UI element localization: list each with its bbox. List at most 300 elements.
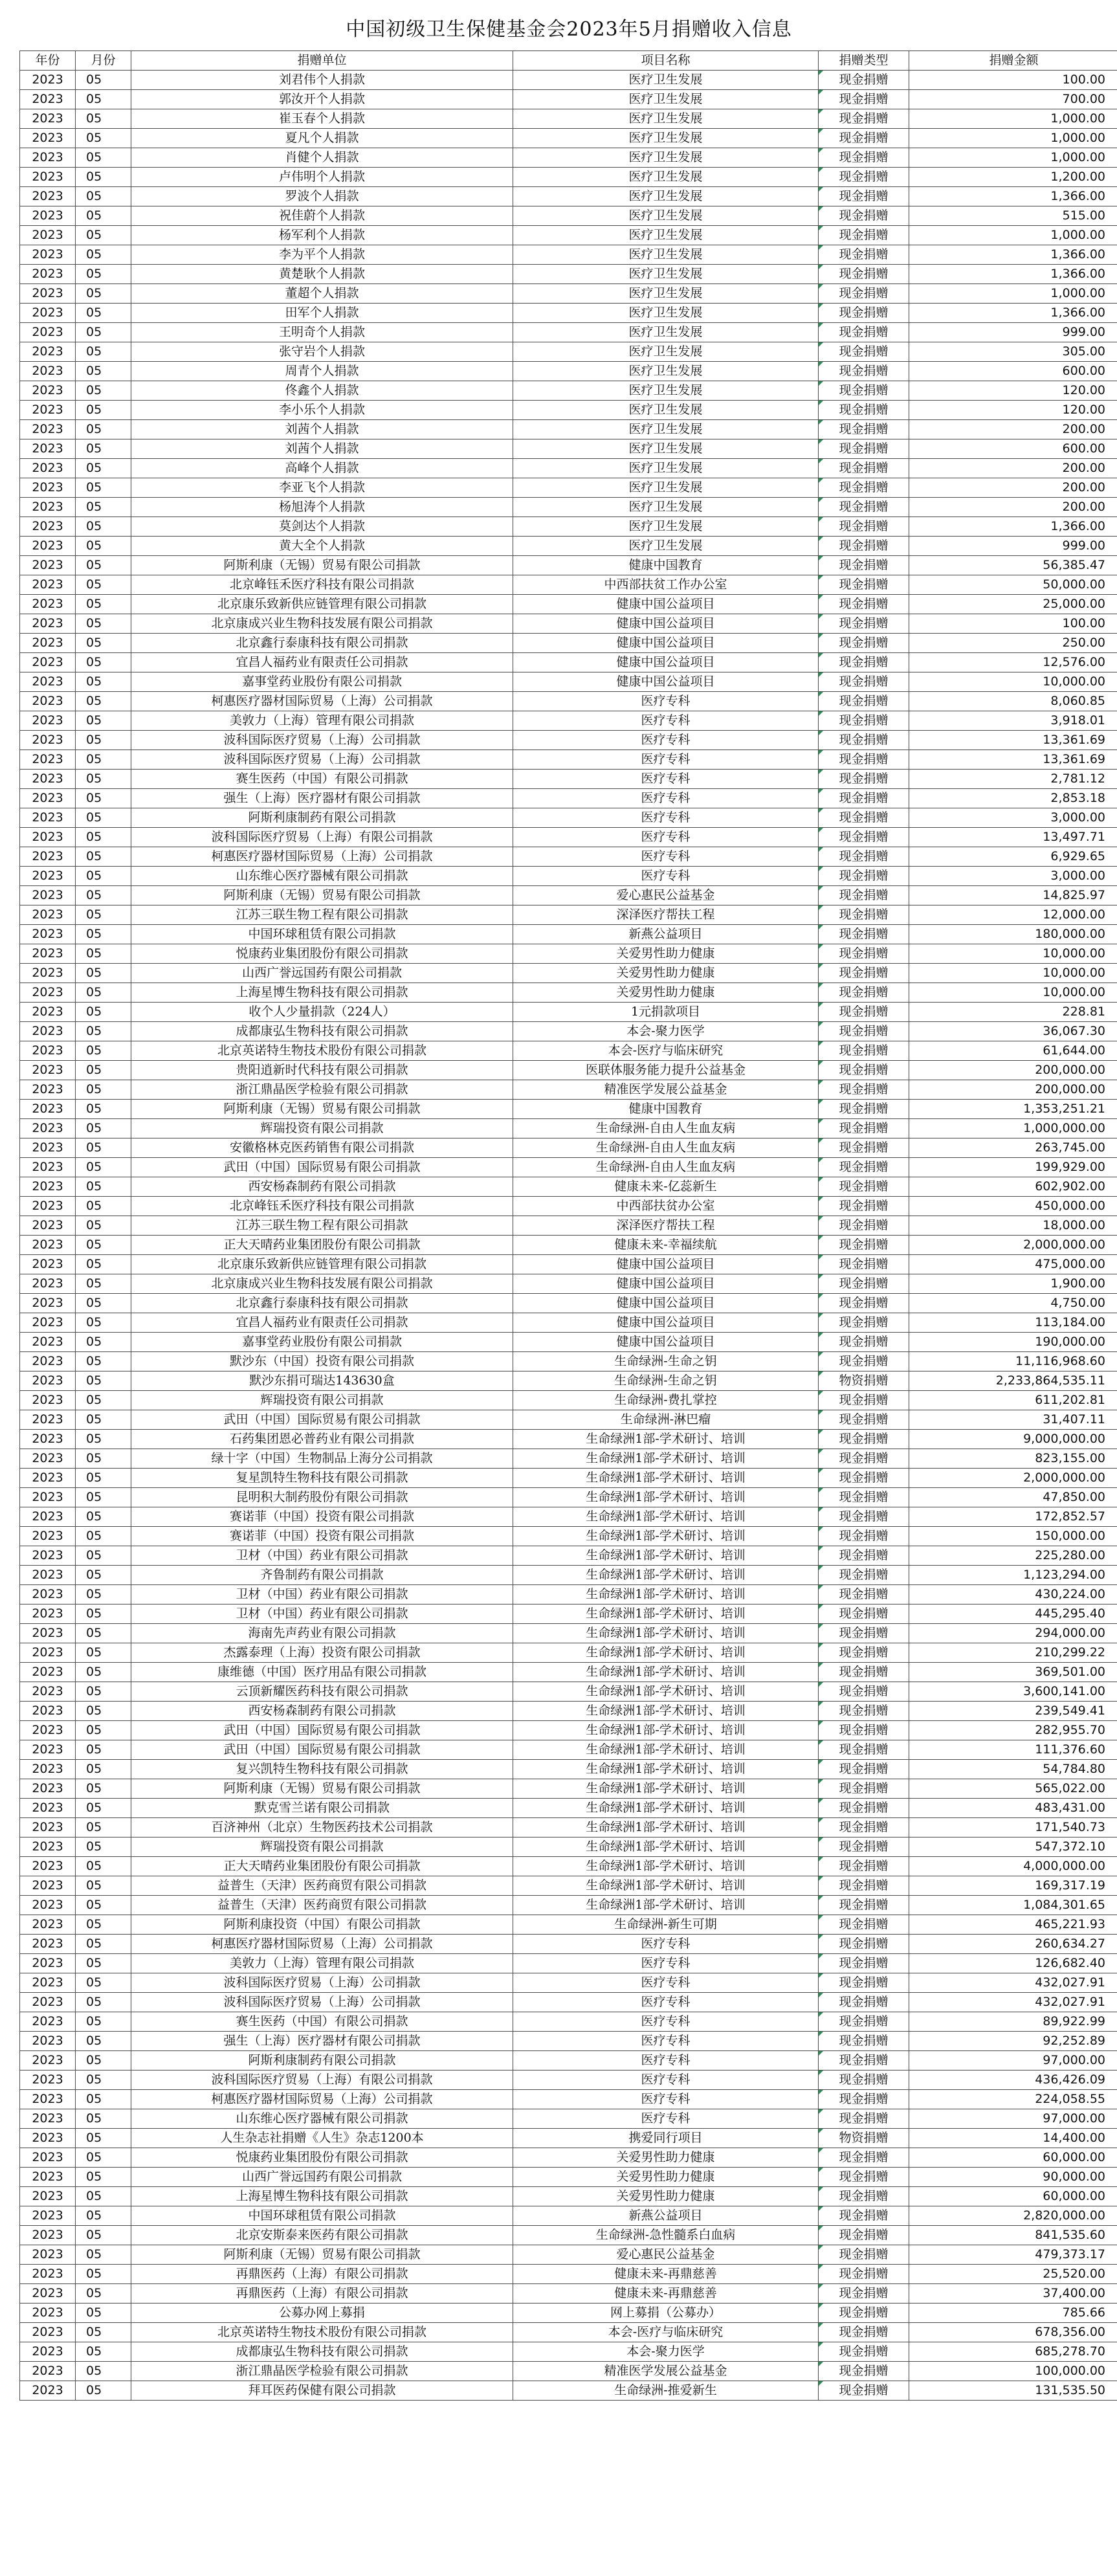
cell-type[interactable]: 现金捐赠 xyxy=(819,1993,909,2012)
cell-project[interactable]: 生命绿洲1部-学术研讨、培训 xyxy=(513,1585,819,1604)
cell-month[interactable]: 05 xyxy=(76,2187,131,2206)
cell-project[interactable]: 关爱男性助力健康 xyxy=(513,2168,819,2187)
cell-month[interactable]: 05 xyxy=(76,1236,131,1255)
cell-project[interactable]: 关爱男性助力健康 xyxy=(513,964,819,983)
table-row[interactable] xyxy=(20,925,1117,944)
table-row[interactable] xyxy=(20,944,1117,964)
cell-amount[interactable]: 475,000.00 xyxy=(909,1255,1117,1274)
cell-type[interactable]: 现金捐赠 xyxy=(819,1721,909,1740)
cell-month[interactable]: 05 xyxy=(76,770,131,789)
cell-year[interactable]: 2023 xyxy=(20,1061,76,1080)
cell-month[interactable]: 05 xyxy=(76,1702,131,1721)
cell-month[interactable]: 05 xyxy=(76,1663,131,1682)
cell-month[interactable]: 05 xyxy=(76,1624,131,1643)
cell-amount[interactable]: 90,000.00 xyxy=(909,2168,1117,2187)
cell-month[interactable]: 05 xyxy=(76,1488,131,1507)
cell-month[interactable]: 05 xyxy=(76,925,131,944)
cell-project[interactable]: 新燕公益项目 xyxy=(513,925,819,944)
cell-project[interactable]: 中西部扶贫工作办公室 xyxy=(513,575,819,595)
table-row[interactable] xyxy=(20,1682,1117,1702)
cell-type[interactable]: 现金捐赠 xyxy=(819,381,909,401)
cell-amount[interactable]: 120.00 xyxy=(909,401,1117,420)
cell-donor[interactable]: 波科国际医疗贸易（上海）公司捐款 xyxy=(131,750,513,770)
cell-type[interactable]: 现金捐赠 xyxy=(819,90,909,109)
cell-year[interactable]: 2023 xyxy=(20,71,76,90)
cell-amount[interactable]: 14,400.00 xyxy=(909,2129,1117,2148)
cell-project[interactable]: 关爱男性助力健康 xyxy=(513,983,819,1003)
cell-donor[interactable]: 王明奇个人捐款 xyxy=(131,323,513,342)
cell-donor[interactable]: 柯惠医疗器材国际贸易（上海）公司捐款 xyxy=(131,2090,513,2109)
cell-year[interactable]: 2023 xyxy=(20,731,76,750)
cell-donor[interactable]: 贵阳逍新时代科技有限公司捐款 xyxy=(131,1061,513,1080)
header-project[interactable]: 项目名称 xyxy=(513,51,819,71)
cell-project[interactable]: 医疗卫生发展 xyxy=(513,129,819,148)
cell-type[interactable]: 现金捐赠 xyxy=(819,1041,909,1061)
cell-project[interactable]: 医疗卫生发展 xyxy=(513,206,819,226)
table-row[interactable] xyxy=(20,90,1117,109)
cell-month[interactable]: 05 xyxy=(76,2109,131,2129)
cell-type[interactable]: 现金捐赠 xyxy=(819,750,909,770)
cell-donor[interactable]: 山东维心医疗器械有限公司捐款 xyxy=(131,2109,513,2129)
cell-month[interactable]: 05 xyxy=(76,1352,131,1371)
table-row[interactable] xyxy=(20,1041,1117,1061)
cell-project[interactable]: 医疗专科 xyxy=(513,867,819,886)
cell-type[interactable]: 现金捐赠 xyxy=(819,362,909,381)
table-row[interactable] xyxy=(20,129,1117,148)
cell-type[interactable]: 现金捐赠 xyxy=(819,983,909,1003)
cell-type[interactable]: 现金捐赠 xyxy=(819,1585,909,1604)
table-row[interactable] xyxy=(20,905,1117,925)
cell-type[interactable]: 现金捐赠 xyxy=(819,1294,909,1313)
cell-month[interactable]: 05 xyxy=(76,2051,131,2071)
cell-donor[interactable]: 石药集团恩必普药业有限公司捐款 xyxy=(131,1430,513,1449)
cell-year[interactable]: 2023 xyxy=(20,1915,76,1935)
cell-month[interactable]: 05 xyxy=(76,1371,131,1391)
cell-year[interactable]: 2023 xyxy=(20,672,76,692)
cell-year[interactable]: 2023 xyxy=(20,1371,76,1391)
cell-year[interactable]: 2023 xyxy=(20,2206,76,2226)
cell-year[interactable]: 2023 xyxy=(20,750,76,770)
cell-donor[interactable]: 北京鑫行泰康科技有限公司捐款 xyxy=(131,1294,513,1313)
table-row[interactable] xyxy=(20,2342,1117,2362)
table-row[interactable] xyxy=(20,2226,1117,2245)
cell-amount[interactable]: 97,000.00 xyxy=(909,2109,1117,2129)
cell-year[interactable]: 2023 xyxy=(20,1546,76,1566)
cell-type[interactable]: 现金捐赠 xyxy=(819,692,909,711)
cell-amount[interactable]: 10,000.00 xyxy=(909,944,1117,964)
cell-type[interactable]: 现金捐赠 xyxy=(819,1236,909,1255)
table-row[interactable] xyxy=(20,1779,1117,1799)
cell-type[interactable]: 现金捐赠 xyxy=(819,71,909,90)
cell-year[interactable]: 2023 xyxy=(20,1566,76,1585)
table-row[interactable] xyxy=(20,1391,1117,1410)
cell-amount[interactable]: 200.00 xyxy=(909,478,1117,498)
table-row[interactable] xyxy=(20,245,1117,265)
cell-month[interactable]: 05 xyxy=(76,1158,131,1177)
cell-type[interactable]: 现金捐赠 xyxy=(819,1022,909,1041)
table-row[interactable] xyxy=(20,1410,1117,1430)
cell-project[interactable]: 生命绿洲-新生可期 xyxy=(513,1915,819,1935)
cell-donor[interactable]: 默克雪兰诺有限公司捐款 xyxy=(131,1799,513,1818)
cell-year[interactable]: 2023 xyxy=(20,1391,76,1410)
cell-year[interactable]: 2023 xyxy=(20,478,76,498)
table-row[interactable] xyxy=(20,1760,1117,1779)
cell-type[interactable]: 现金捐赠 xyxy=(819,595,909,614)
cell-year[interactable]: 2023 xyxy=(20,206,76,226)
cell-month[interactable]: 05 xyxy=(76,1973,131,1993)
cell-donor[interactable]: 高峰个人捐款 xyxy=(131,459,513,478)
cell-type[interactable]: 现金捐赠 xyxy=(819,226,909,245)
cell-year[interactable]: 2023 xyxy=(20,1954,76,1973)
cell-type[interactable]: 现金捐赠 xyxy=(819,1566,909,1585)
cell-year[interactable]: 2023 xyxy=(20,187,76,206)
table-row[interactable] xyxy=(20,381,1117,401)
cell-donor[interactable]: 拜耳医药保健有限公司捐款 xyxy=(131,2381,513,2401)
cell-amount[interactable]: 2,000,000.00 xyxy=(909,1236,1117,1255)
table-row[interactable] xyxy=(20,1469,1117,1488)
cell-type[interactable]: 现金捐赠 xyxy=(819,1799,909,1818)
cell-month[interactable]: 05 xyxy=(76,983,131,1003)
table-row[interactable] xyxy=(20,2090,1117,2109)
cell-project[interactable]: 医联体服务能力提升公益基金 xyxy=(513,1061,819,1080)
cell-month[interactable]: 05 xyxy=(76,1527,131,1546)
cell-project[interactable]: 医疗专科 xyxy=(513,789,819,808)
cell-donor[interactable]: 公募办网上募捐 xyxy=(131,2304,513,2323)
cell-donor[interactable]: 北京英诺特生物技术股份有限公司捐款 xyxy=(131,2323,513,2342)
cell-project[interactable]: 爱心惠民公益基金 xyxy=(513,2245,819,2265)
table-row[interactable] xyxy=(20,2245,1117,2265)
cell-amount[interactable]: 239,549.41 xyxy=(909,1702,1117,1721)
cell-year[interactable]: 2023 xyxy=(20,168,76,187)
cell-amount[interactable]: 600.00 xyxy=(909,439,1117,459)
cell-project[interactable]: 生命绿洲1部-学术研讨、培训 xyxy=(513,1760,819,1779)
cell-type[interactable]: 现金捐赠 xyxy=(819,245,909,265)
cell-month[interactable]: 05 xyxy=(76,1430,131,1449)
table-row[interactable] xyxy=(20,478,1117,498)
cell-type[interactable]: 现金捐赠 xyxy=(819,575,909,595)
cell-year[interactable]: 2023 xyxy=(20,575,76,595)
cell-type[interactable]: 现金捐赠 xyxy=(819,304,909,323)
cell-type[interactable]: 现金捐赠 xyxy=(819,129,909,148)
cell-type[interactable]: 现金捐赠 xyxy=(819,2226,909,2245)
cell-amount[interactable]: 100.00 xyxy=(909,614,1117,634)
cell-month[interactable]: 05 xyxy=(76,614,131,634)
cell-project[interactable]: 生命绿洲1部-学术研讨、培训 xyxy=(513,1702,819,1721)
table-row[interactable] xyxy=(20,1973,1117,1993)
cell-donor[interactable]: 罗波个人捐款 xyxy=(131,187,513,206)
cell-project[interactable]: 生命绿洲1部-学术研讨、培训 xyxy=(513,1643,819,1663)
cell-month[interactable]: 05 xyxy=(76,905,131,925)
cell-donor[interactable]: 美敦力（上海）管理有限公司捐款 xyxy=(131,1954,513,1973)
cell-month[interactable]: 05 xyxy=(76,206,131,226)
cell-type[interactable]: 现金捐赠 xyxy=(819,1274,909,1294)
cell-project[interactable]: 医疗专科 xyxy=(513,731,819,750)
cell-month[interactable]: 05 xyxy=(76,2284,131,2304)
cell-month[interactable]: 05 xyxy=(76,1041,131,1061)
cell-type[interactable]: 现金捐赠 xyxy=(819,964,909,983)
cell-year[interactable]: 2023 xyxy=(20,401,76,420)
cell-year[interactable]: 2023 xyxy=(20,808,76,828)
cell-donor[interactable]: 宜昌人福药业有限责任公司捐款 xyxy=(131,653,513,672)
cell-donor[interactable]: 北京康乐致新供应链管理有限公司捐款 xyxy=(131,1255,513,1274)
cell-month[interactable]: 05 xyxy=(76,1313,131,1333)
cell-amount[interactable]: 600.00 xyxy=(909,362,1117,381)
cell-amount[interactable]: 13,361.69 xyxy=(909,750,1117,770)
cell-year[interactable]: 2023 xyxy=(20,711,76,731)
cell-month[interactable]: 05 xyxy=(76,304,131,323)
table-row[interactable] xyxy=(20,1954,1117,1973)
cell-donor[interactable]: 再鼎医药（上海）有限公司捐款 xyxy=(131,2265,513,2284)
cell-donor[interactable]: 云顶新耀医药科技有限公司捐款 xyxy=(131,1682,513,1702)
table-row[interactable] xyxy=(20,964,1117,983)
cell-type[interactable]: 现金捐赠 xyxy=(819,770,909,789)
cell-type[interactable]: 现金捐赠 xyxy=(819,2323,909,2342)
table-row[interactable] xyxy=(20,1371,1117,1391)
table-row[interactable] xyxy=(20,284,1117,304)
cell-donor[interactable]: 强生（上海）医疗器材有限公司捐款 xyxy=(131,2032,513,2051)
cell-type[interactable]: 现金捐赠 xyxy=(819,1061,909,1080)
cell-year[interactable]: 2023 xyxy=(20,498,76,517)
cell-year[interactable]: 2023 xyxy=(20,381,76,401)
table-row[interactable] xyxy=(20,342,1117,362)
cell-month[interactable]: 05 xyxy=(76,1566,131,1585)
cell-type[interactable]: 现金捐赠 xyxy=(819,2051,909,2071)
table-row[interactable] xyxy=(20,731,1117,750)
cell-type[interactable]: 现金捐赠 xyxy=(819,634,909,653)
cell-type[interactable]: 物资捐赠 xyxy=(819,1371,909,1391)
cell-donor[interactable]: 昆明积大制药股份有限公司捐款 xyxy=(131,1488,513,1507)
cell-amount[interactable]: 200.00 xyxy=(909,498,1117,517)
cell-type[interactable]: 现金捐赠 xyxy=(819,1760,909,1779)
cell-month[interactable]: 05 xyxy=(76,964,131,983)
cell-donor[interactable]: 辉瑞投资有限公司捐款 xyxy=(131,1119,513,1138)
cell-project[interactable]: 医疗专科 xyxy=(513,828,819,847)
cell-project[interactable]: 医疗专科 xyxy=(513,711,819,731)
cell-project[interactable]: 爱心惠民公益基金 xyxy=(513,886,819,905)
cell-type[interactable]: 现金捐赠 xyxy=(819,886,909,905)
table-row[interactable] xyxy=(20,1546,1117,1566)
cell-type[interactable]: 现金捐赠 xyxy=(819,1255,909,1274)
table-row[interactable] xyxy=(20,1702,1117,1721)
cell-month[interactable]: 05 xyxy=(76,439,131,459)
table-row[interactable] xyxy=(20,1333,1117,1352)
cell-year[interactable]: 2023 xyxy=(20,1643,76,1663)
cell-donor[interactable]: 武田（中国）国际贸易有限公司捐款 xyxy=(131,1410,513,1430)
cell-project[interactable]: 生命绿洲1部-学术研讨、培训 xyxy=(513,1799,819,1818)
cell-type[interactable]: 现金捐赠 xyxy=(819,187,909,206)
cell-donor[interactable]: 阿斯利康制药有限公司捐款 xyxy=(131,2051,513,2071)
cell-amount[interactable]: 1,000,000.00 xyxy=(909,1119,1117,1138)
cell-month[interactable]: 05 xyxy=(76,2381,131,2401)
cell-project[interactable]: 医疗卫生发展 xyxy=(513,439,819,459)
cell-year[interactable]: 2023 xyxy=(20,1158,76,1177)
cell-year[interactable]: 2023 xyxy=(20,323,76,342)
cell-type[interactable]: 现金捐赠 xyxy=(819,1488,909,1507)
cell-year[interactable]: 2023 xyxy=(20,2284,76,2304)
cell-amount[interactable]: 92,252.89 xyxy=(909,2032,1117,2051)
cell-project[interactable]: 医疗卫生发展 xyxy=(513,498,819,517)
table-row[interactable] xyxy=(20,439,1117,459)
cell-project[interactable]: 生命绿洲1部-学术研讨、培训 xyxy=(513,1488,819,1507)
cell-donor[interactable]: 辉瑞投资有限公司捐款 xyxy=(131,1838,513,1857)
table-row[interactable] xyxy=(20,1624,1117,1643)
cell-year[interactable]: 2023 xyxy=(20,1740,76,1760)
cell-month[interactable]: 05 xyxy=(76,1003,131,1022)
cell-amount[interactable]: 2,820,000.00 xyxy=(909,2206,1117,2226)
cell-month[interactable]: 05 xyxy=(76,2342,131,2362)
cell-project[interactable]: 关爱男性助力健康 xyxy=(513,944,819,964)
cell-project[interactable]: 医疗专科 xyxy=(513,2032,819,2051)
cell-donor[interactable]: 刘茜个人捐款 xyxy=(131,420,513,439)
cell-donor[interactable]: 武田（中国）国际贸易有限公司捐款 xyxy=(131,1158,513,1177)
cell-project[interactable]: 医疗卫生发展 xyxy=(513,342,819,362)
cell-amount[interactable]: 61,644.00 xyxy=(909,1041,1117,1061)
table-row[interactable] xyxy=(20,2381,1117,2401)
cell-donor[interactable]: 西安杨森制药有限公司捐款 xyxy=(131,1177,513,1197)
cell-year[interactable]: 2023 xyxy=(20,148,76,168)
cell-month[interactable]: 05 xyxy=(76,1177,131,1197)
cell-month[interactable]: 05 xyxy=(76,1721,131,1740)
cell-year[interactable]: 2023 xyxy=(20,1119,76,1138)
cell-project[interactable]: 医疗卫生发展 xyxy=(513,168,819,187)
cell-type[interactable]: 现金捐赠 xyxy=(819,1838,909,1857)
cell-amount[interactable]: 225,280.00 xyxy=(909,1546,1117,1566)
cell-year[interactable]: 2023 xyxy=(20,2012,76,2032)
table-row[interactable] xyxy=(20,1119,1117,1138)
cell-type[interactable]: 现金捐赠 xyxy=(819,1740,909,1760)
cell-project[interactable]: 健康中国公益项目 xyxy=(513,1255,819,1274)
cell-amount[interactable]: 18,000.00 xyxy=(909,1216,1117,1236)
cell-donor[interactable]: 武田（中国）国际贸易有限公司捐款 xyxy=(131,1721,513,1740)
table-row[interactable] xyxy=(20,1935,1117,1954)
table-row[interactable] xyxy=(20,2109,1117,2129)
cell-year[interactable]: 2023 xyxy=(20,1469,76,1488)
cell-month[interactable]: 05 xyxy=(76,459,131,478)
cell-month[interactable]: 05 xyxy=(76,2245,131,2265)
cell-donor[interactable]: 杨旭涛个人捐款 xyxy=(131,498,513,517)
cell-month[interactable]: 05 xyxy=(76,789,131,808)
cell-project[interactable]: 生命绿洲-自由人生血友病 xyxy=(513,1119,819,1138)
table-row[interactable] xyxy=(20,653,1117,672)
cell-type[interactable]: 现金捐赠 xyxy=(819,478,909,498)
cell-project[interactable]: 生命绿洲1部-学术研讨、培训 xyxy=(513,1604,819,1624)
cell-type[interactable]: 现金捐赠 xyxy=(819,672,909,692)
cell-project[interactable]: 健康未来-再鼎慈善 xyxy=(513,2284,819,2304)
table-row[interactable] xyxy=(20,1566,1117,1585)
cell-year[interactable]: 2023 xyxy=(20,1003,76,1022)
cell-donor[interactable]: 武田（中国）国际贸易有限公司捐款 xyxy=(131,1740,513,1760)
cell-amount[interactable]: 228.81 xyxy=(909,1003,1117,1022)
table-row[interactable] xyxy=(20,672,1117,692)
cell-donor[interactable]: 杨军利个人捐款 xyxy=(131,226,513,245)
cell-year[interactable]: 2023 xyxy=(20,1585,76,1604)
cell-month[interactable]: 05 xyxy=(76,1022,131,1041)
cell-donor[interactable]: 安徽格林克医药销售有限公司捐款 xyxy=(131,1138,513,1158)
table-row[interactable] xyxy=(20,1740,1117,1760)
cell-year[interactable]: 2023 xyxy=(20,2168,76,2187)
cell-month[interactable]: 05 xyxy=(76,517,131,537)
table-row[interactable] xyxy=(20,828,1117,847)
cell-project[interactable]: 健康中国公益项目 xyxy=(513,595,819,614)
cell-project[interactable]: 健康中国公益项目 xyxy=(513,672,819,692)
table-row[interactable] xyxy=(20,1352,1117,1371)
cell-amount[interactable]: 565,022.00 xyxy=(909,1779,1117,1799)
cell-amount[interactable]: 100.00 xyxy=(909,71,1117,90)
cell-month[interactable]: 05 xyxy=(76,381,131,401)
cell-month[interactable]: 05 xyxy=(76,284,131,304)
cell-project[interactable]: 医疗卫生发展 xyxy=(513,459,819,478)
cell-type[interactable]: 现金捐赠 xyxy=(819,1100,909,1119)
cell-type[interactable]: 现金捐赠 xyxy=(819,439,909,459)
table-row[interactable] xyxy=(20,187,1117,206)
cell-month[interactable]: 05 xyxy=(76,556,131,575)
table-row[interactable] xyxy=(20,1604,1117,1624)
cell-type[interactable]: 现金捐赠 xyxy=(819,1080,909,1100)
cell-donor[interactable]: 郭汝开个人捐款 xyxy=(131,90,513,109)
cell-project[interactable]: 医疗专科 xyxy=(513,770,819,789)
cell-amount[interactable]: 11,116,968.60 xyxy=(909,1352,1117,1371)
cell-month[interactable]: 05 xyxy=(76,867,131,886)
cell-project[interactable]: 生命绿洲-生命之钥 xyxy=(513,1371,819,1391)
cell-amount[interactable]: 4,000,000.00 xyxy=(909,1857,1117,1876)
cell-month[interactable]: 05 xyxy=(76,1410,131,1430)
cell-amount[interactable]: 999.00 xyxy=(909,323,1117,342)
cell-month[interactable]: 05 xyxy=(76,2129,131,2148)
cell-project[interactable]: 医疗卫生发展 xyxy=(513,517,819,537)
cell-amount[interactable]: 199,929.00 xyxy=(909,1158,1117,1177)
cell-donor[interactable]: 默沙东（中国）投资有限公司捐款 xyxy=(131,1352,513,1371)
cell-donor[interactable]: 山西广誉远国药有限公司捐款 xyxy=(131,964,513,983)
cell-month[interactable]: 05 xyxy=(76,401,131,420)
cell-year[interactable]: 2023 xyxy=(20,226,76,245)
cell-year[interactable]: 2023 xyxy=(20,1857,76,1876)
table-row[interactable] xyxy=(20,867,1117,886)
cell-project[interactable]: 健康未来-亿蕊新生 xyxy=(513,1177,819,1197)
cell-donor[interactable]: 北京康成兴业生物科技发展有限公司捐款 xyxy=(131,1274,513,1294)
table-row[interactable] xyxy=(20,304,1117,323)
header-month[interactable]: 月份 xyxy=(76,51,131,71)
cell-type[interactable]: 现金捐赠 xyxy=(819,1216,909,1236)
cell-project[interactable]: 本会-医疗与临床研究 xyxy=(513,1041,819,1061)
cell-donor[interactable]: 波科国际医疗贸易（上海）公司捐款 xyxy=(131,731,513,750)
cell-donor[interactable]: 李为平个人捐款 xyxy=(131,245,513,265)
cell-amount[interactable]: 479,373.17 xyxy=(909,2245,1117,2265)
cell-type[interactable]: 现金捐赠 xyxy=(819,342,909,362)
cell-amount[interactable]: 685,278.70 xyxy=(909,2342,1117,2362)
cell-project[interactable]: 医疗卫生发展 xyxy=(513,90,819,109)
cell-year[interactable]: 2023 xyxy=(20,925,76,944)
cell-year[interactable]: 2023 xyxy=(20,245,76,265)
cell-project[interactable]: 医疗卫生发展 xyxy=(513,187,819,206)
cell-amount[interactable]: 1,366.00 xyxy=(909,517,1117,537)
cell-project[interactable]: 医疗卫生发展 xyxy=(513,265,819,284)
cell-amount[interactable]: 200,000.00 xyxy=(909,1061,1117,1080)
cell-month[interactable]: 05 xyxy=(76,2012,131,2032)
cell-type[interactable]: 现金捐赠 xyxy=(819,2012,909,2032)
cell-year[interactable]: 2023 xyxy=(20,2245,76,2265)
cell-type[interactable]: 现金捐赠 xyxy=(819,731,909,750)
cell-year[interactable]: 2023 xyxy=(20,2362,76,2381)
cell-year[interactable]: 2023 xyxy=(20,886,76,905)
cell-month[interactable]: 05 xyxy=(76,2168,131,2187)
cell-type[interactable]: 现金捐赠 xyxy=(819,498,909,517)
cell-year[interactable]: 2023 xyxy=(20,1818,76,1838)
table-row[interactable] xyxy=(20,692,1117,711)
cell-donor[interactable]: 李亚飞个人捐款 xyxy=(131,478,513,498)
cell-year[interactable]: 2023 xyxy=(20,129,76,148)
table-row[interactable] xyxy=(20,206,1117,226)
cell-amount[interactable]: 171,540.73 xyxy=(909,1818,1117,1838)
